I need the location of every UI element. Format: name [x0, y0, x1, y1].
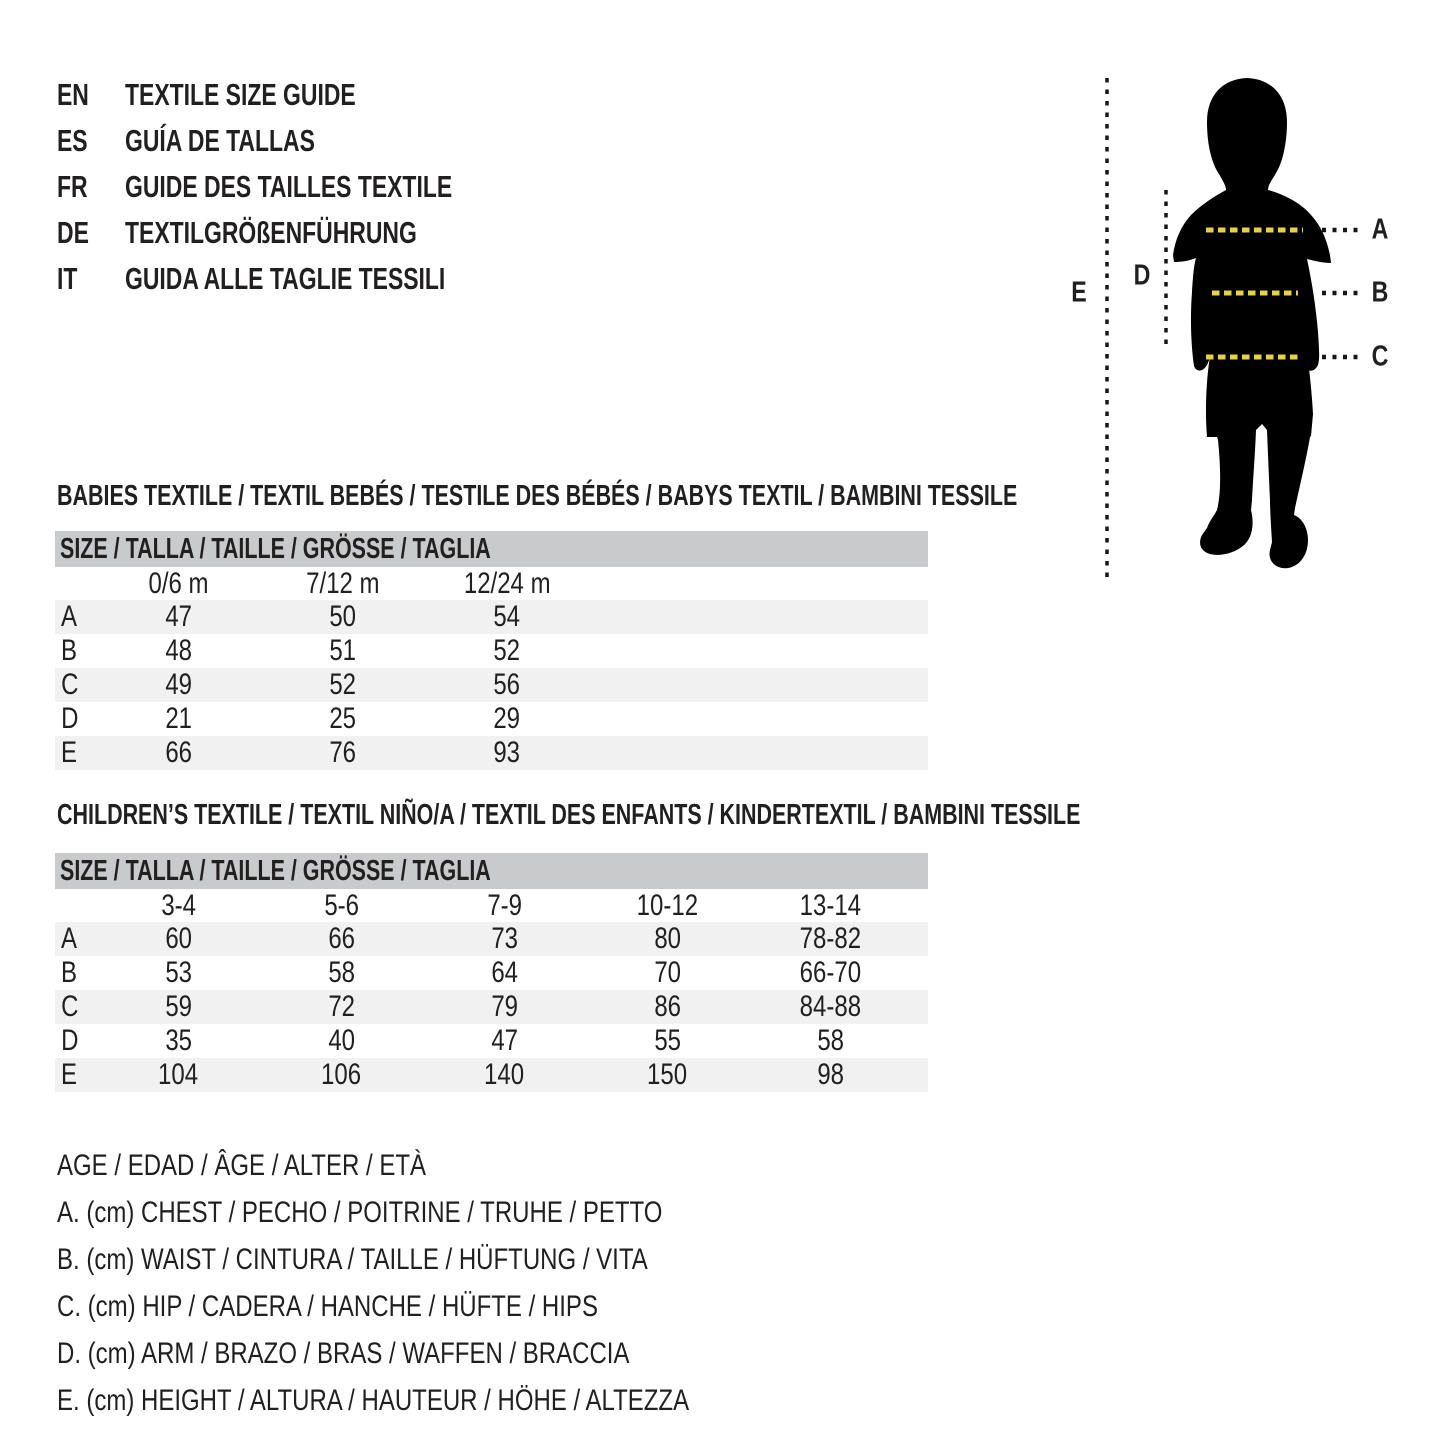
language-row: [57, 72, 567, 118]
cell: 86: [654, 990, 681, 1023]
table-row: [55, 634, 928, 668]
cell: 66: [165, 736, 193, 769]
label-height: E: [1071, 276, 1087, 309]
cell: 47: [491, 1024, 518, 1057]
table-row: [55, 922, 928, 956]
table-row: [55, 702, 928, 736]
cell: 40: [328, 1024, 355, 1057]
cell: 78-82: [799, 922, 862, 955]
label-arm: D: [1133, 259, 1151, 292]
cell: 58: [328, 956, 355, 989]
cell: 84-88: [799, 990, 862, 1023]
row-label: B: [61, 956, 78, 989]
cell: 49: [165, 668, 193, 701]
cell: 93: [493, 736, 521, 769]
column-header: 13-14: [799, 889, 862, 922]
column-header-row: [55, 889, 928, 922]
language-title: TEXTILGRÖßENFÜHRUNG: [125, 215, 417, 250]
column-header: 12/24 m: [463, 567, 551, 600]
children-section-title: CHILDREN’S TEXTILE / TEXTIL NIÑO/A / TEXTIL DES ENFANTS / KINDERTEXTIL / BAMBINI TESSILE: [57, 799, 1081, 831]
cell: 76: [329, 736, 357, 769]
cell: 48: [165, 634, 193, 667]
cell: 50: [329, 600, 357, 633]
row-label: E: [61, 736, 78, 769]
cell: 64: [491, 956, 518, 989]
column-header: 7/12 m: [306, 567, 380, 600]
language-title: GUIDA ALLE TAGLIE TESSILI: [125, 261, 446, 296]
babies-section-title: BABIES TEXTILE / TEXTIL BEBÉS / TESTILE DES BÉBÉS / BABYS TEXTIL / BAMBINI TESSILE: [57, 480, 1018, 512]
row-label: C: [61, 990, 79, 1023]
column-header: 5-6: [324, 889, 359, 922]
cell: 150: [647, 1058, 688, 1091]
row-label: A: [61, 922, 78, 955]
column-header: 10-12: [636, 889, 699, 922]
cell: 55: [654, 1024, 681, 1057]
language-title: GUÍA DE TALLAS: [125, 123, 315, 158]
cell: 54: [493, 600, 521, 633]
language-code: EN: [57, 77, 89, 112]
cell: 104: [158, 1058, 199, 1091]
column-header: 3-4: [161, 889, 196, 922]
cell: 47: [165, 600, 193, 633]
cell: 79: [491, 990, 518, 1023]
cell: 51: [329, 634, 357, 667]
cell: 80: [654, 922, 681, 955]
legend-line: E. (cm) HEIGHT / ALTURA / HAUTEUR / HÖHE / ALTEZZA: [57, 1384, 690, 1417]
language-row: [57, 164, 567, 210]
table-row: [55, 736, 928, 770]
row-label: C: [61, 668, 79, 701]
legend-line: AGE / EDAD / ÂGE / ALTER / ETÀ: [57, 1149, 426, 1182]
row-label: D: [61, 1024, 79, 1057]
label-hip: C: [1371, 340, 1389, 373]
row-label: A: [61, 600, 78, 633]
table-row: [55, 668, 928, 702]
language-row: [57, 210, 567, 256]
babies-table: [55, 531, 928, 770]
label-chest: A: [1371, 213, 1389, 246]
cell: 72: [328, 990, 355, 1023]
row-label: D: [61, 702, 79, 735]
row-label: E: [61, 1058, 78, 1091]
cell: 106: [321, 1058, 362, 1091]
cell: 66: [328, 922, 355, 955]
language-code: IT: [57, 261, 78, 296]
cell: 29: [493, 702, 521, 735]
cell: 60: [165, 922, 192, 955]
cell: 66-70: [799, 956, 862, 989]
table-row: [55, 990, 928, 1024]
language-code: ES: [57, 123, 88, 158]
size-header: SIZE / TALLA / TAILLE / GRÖSSE / TAGLIA: [55, 853, 928, 889]
cell: 58: [817, 1024, 844, 1057]
cell: 56: [493, 668, 521, 701]
cell: 52: [493, 634, 521, 667]
cell: 70: [654, 956, 681, 989]
cell: 59: [165, 990, 192, 1023]
language-row: [57, 256, 567, 302]
cell: 98: [817, 1058, 844, 1091]
language-title: TEXTILE SIZE GUIDE: [125, 77, 356, 112]
label-waist: B: [1371, 276, 1389, 309]
legend-line: D. (cm) ARM / BRAZO / BRAS / WAFFEN / BRACCIA: [57, 1337, 630, 1370]
table-row: [55, 1024, 928, 1058]
column-header: 0/6 m: [148, 567, 210, 600]
cell: 140: [484, 1058, 525, 1091]
cell: 52: [329, 668, 357, 701]
language-code: DE: [57, 215, 89, 250]
column-header-row: [55, 567, 928, 600]
language-title: GUIDE DES TAILLES TEXTILE: [125, 169, 453, 204]
table-row: [55, 600, 928, 634]
legend-line: A. (cm) CHEST / PECHO / POITRINE / TRUHE / PETTO: [57, 1196, 663, 1229]
table-row: [55, 956, 928, 990]
column-header: 7-9: [487, 889, 522, 922]
children-table: [55, 853, 928, 1092]
cell: 21: [165, 702, 193, 735]
legend-line: B. (cm) WAIST / CINTURA / TAILLE / HÜFTUNG / VITA: [57, 1243, 648, 1276]
legend-line: C. (cm) HIP / CADERA / HANCHE / HÜFTE / HIPS: [57, 1290, 598, 1323]
table-row: [55, 1058, 928, 1092]
cell: 53: [165, 956, 192, 989]
legend: [57, 1142, 847, 1424]
row-label: B: [61, 634, 78, 667]
size-header: SIZE / TALLA / TAILLE / GRÖSSE / TAGLIA: [55, 531, 928, 567]
cell: 73: [491, 922, 518, 955]
language-row: [57, 118, 567, 164]
child-silhouette-figure: [1050, 60, 1445, 600]
language-title-block: [57, 72, 567, 302]
cell: 25: [329, 702, 357, 735]
cell: 35: [165, 1024, 192, 1057]
language-code: FR: [57, 169, 88, 204]
